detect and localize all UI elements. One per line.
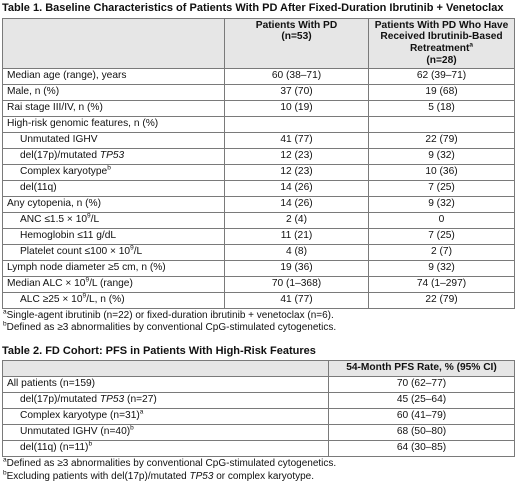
table2-header-row: [3, 361, 515, 377]
table1-header-row: [3, 18, 515, 68]
table1-title: Table 1. Baseline Characteristics of Patients With PD After Fixed-Duration Ibrutinib + Venetoclax: [2, 2, 504, 14]
table-row: Lymph node diameter ≥5 cm, n (%) 19 (36) 9 (32): [3, 260, 515, 276]
table1: [2, 18, 515, 309]
table-row: del(11q) 14 (26) 7 (25): [3, 180, 515, 196]
table1-footnote-b: $^b$Defined as ≥3 abnormalities by conventional CpG-stimulated cytogenetics.: [3, 320, 337, 334]
table-row: Median age (range), years 60 (38–71) 62 (39–71): [3, 68, 515, 84]
table-row: Complex karyotype (n=31)$^a$ 60 (41–79): [3, 409, 515, 425]
table-row: Rai stage III/IV, n (%) 10 (19) 5 (18): [3, 100, 515, 116]
table2: [2, 360, 515, 457]
table2-header-empty: [3, 361, 329, 377]
table-row: Complex karyotype$^b$ 12 (23) 10 (36): [3, 164, 515, 180]
table-row: Unmutated IGHV 41 (77) 22 (79): [3, 132, 515, 148]
table-row: ALC $\ge 25 \times 10^9/L$, n (%) 41 (77) 22 (79): [3, 292, 515, 308]
table2-footnote-a: $^a$Defined as ≥3 abnormalities by conventional CpG-stimulated cytogenetics.: [3, 456, 337, 470]
table1-footnote-a: $^a$Single-agent ibrutinib (n=22) or fixed-duration ibrutinib + venetoclax (n=6).: [3, 308, 334, 321]
table-row: Unmutated IGHV (n=40)$^b$ 68 (50–80): [3, 425, 515, 441]
table-row: del(17p)/mutated TP53 (n=27) 45 (25–64): [3, 393, 515, 409]
table-row: Median ALC × $10^9/L$ (range) 70 (1–368) 74 (1–297): [3, 276, 515, 292]
table-row: Platelet count $\le 100 \times 10^9/L$ 4 (8) 2 (7): [3, 244, 515, 260]
table-row: ANC $\le 1.5 \times 10^9/L$ 2 (4) 0: [3, 212, 515, 228]
table-row: High-risk genomic features, n (%): [3, 116, 515, 132]
table-row: Any cytopenia, n (%) 14 (26) 9 (32): [3, 196, 515, 212]
table-row: del(11q) (n=11)$^b$ 64 (30–85): [3, 441, 515, 457]
table2-footnote-b: $^b$Excluding patients with del(17p)/mutated TP53 or complex karyotype.: [3, 469, 315, 482]
table-row: del(17p)/mutated TP53 12 (23) 9 (32): [3, 148, 515, 164]
table-row: Hemoglobin ≤11 g/dL 11 (21) 7 (25): [3, 228, 515, 244]
table1-col1-header: Patients With PD (n=53): [225, 18, 369, 68]
table2-title: Table 2. FD Cohort: PFS in Patients With High-Risk Features: [2, 344, 316, 357]
table-row: All patients (n=159) 70 (62–77): [3, 377, 515, 393]
table1-col2-header: Patients With PD Who Have Received Ibrutinib-Based Retreatment$^a$ (n=28): [369, 18, 515, 68]
table1-header-empty: [3, 18, 225, 68]
table2-col1-header: 54-Month PFS Rate, % (95% CI): [329, 361, 515, 377]
table-row: Male, n (%) 37 (70) 19 (68): [3, 84, 515, 100]
